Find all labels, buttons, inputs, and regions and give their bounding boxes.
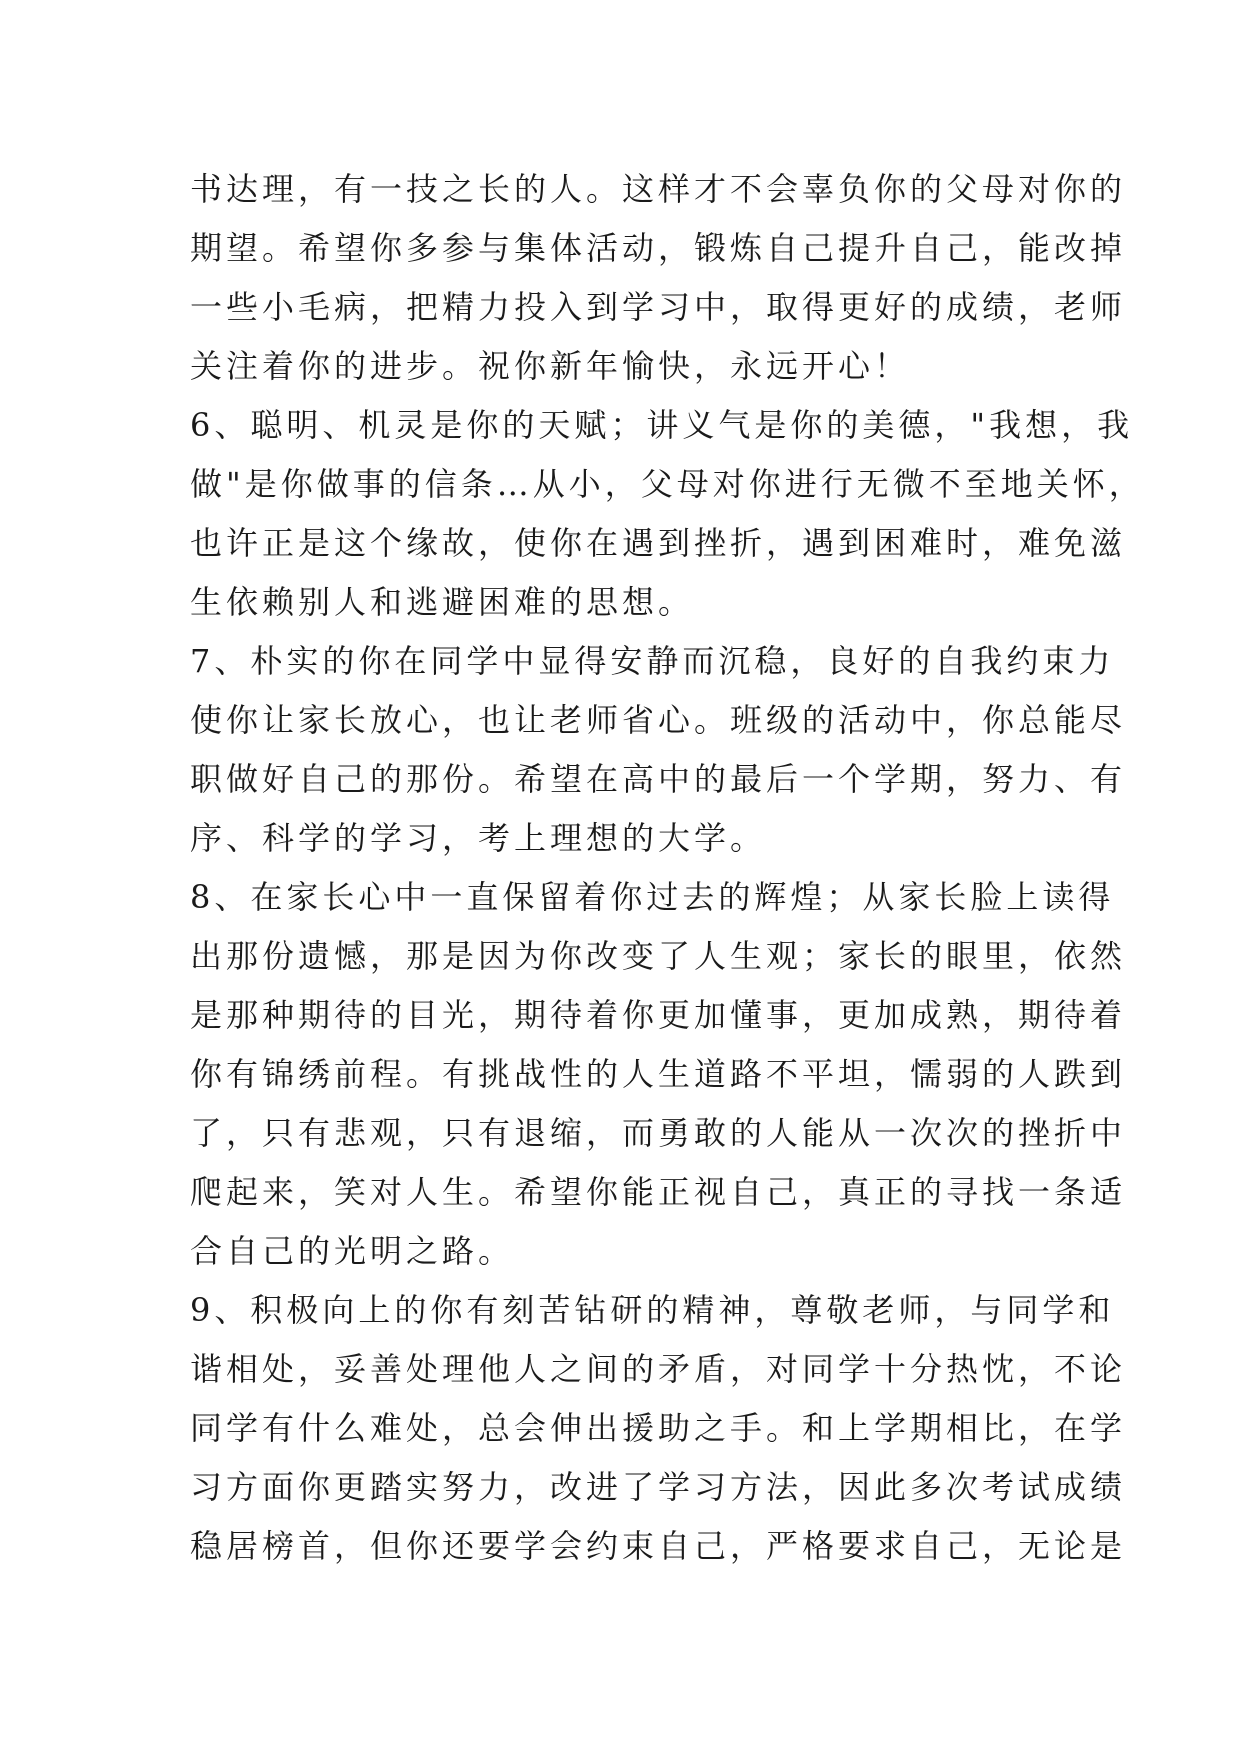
text-line: 谐相处，妥善处理他人之间的矛盾，对同学十分热忱，不论 [190, 1350, 1127, 1388]
text-line: 生依赖别人和逃避困难的思想。 [190, 583, 695, 621]
text-line: 使你让家长放心，也让老师省心。班级的活动中，你总能尽 [190, 701, 1127, 739]
document-body [190, 160, 1145, 1576]
text-line: 书达理，有一技之长的人。这样才不会辜负你的父母对你的 [190, 170, 1127, 208]
text-line: 职做好自己的那份。希望在高中的最后一个学期，努力、有 [190, 760, 1127, 798]
text-line: 是那种期待的目光，期待着你更加懂事，更加成熟，期待着 [190, 996, 1127, 1034]
text-line: 合自己的光明之路。 [190, 1232, 515, 1270]
text-line: 9、积极向上的你有刻苦钻研的精神，尊敬老师，与同学和 [190, 1291, 1115, 1329]
text-line: 关注着你的进步。祝你新年愉快，永远开心！ [190, 347, 911, 385]
text-line: 也许正是这个缘故，使你在遇到挫折，遇到困难时，难免滋 [190, 524, 1127, 562]
text-line: 你有锦绣前程。有挑战性的人生道路不平坦，懦弱的人跌到 [190, 1055, 1127, 1093]
text-line: 期望。希望你多参与集体活动，锻炼自己提升自己，能改掉 [190, 229, 1127, 267]
text-line: 7、朴实的你在同学中显得安静而沉稳，良好的自我约束力 [190, 642, 1115, 680]
text-line: 出那份遗憾，那是因为你改变了人生观；家长的眼里，依然 [190, 937, 1127, 975]
text-line: 一些小毛病，把精力投入到学习中，取得更好的成绩，老师 [190, 288, 1127, 326]
text-line: 同学有什么难处，总会伸出援助之手。和上学期相比，在学 [190, 1409, 1127, 1447]
text-line: 做"是你做事的信条…从小，父母对你进行无微不至地关怀， [190, 465, 1145, 503]
text-line: 了，只有悲观，只有退缩，而勇敢的人能从一次次的挫折中 [190, 1114, 1127, 1152]
text-line: 爬起来，笑对人生。希望你能正视自己，真正的寻找一条适 [190, 1173, 1127, 1211]
text-line: 8、在家长心中一直保留着你过去的辉煌；从家长脸上读得 [190, 878, 1115, 916]
text-line: 6、聪明、机灵是你的天赋；讲义气是你的美德，"我想，我 [190, 406, 1134, 444]
text-line: 稳居榜首，但你还要学会约束自己，严格要求自己，无论是 [190, 1527, 1127, 1565]
text-line: 序、科学的学习，考上理想的大学。 [190, 819, 767, 857]
text-line: 习方面你更踏实努力，改进了学习方法，因此多次考试成绩 [190, 1468, 1127, 1506]
